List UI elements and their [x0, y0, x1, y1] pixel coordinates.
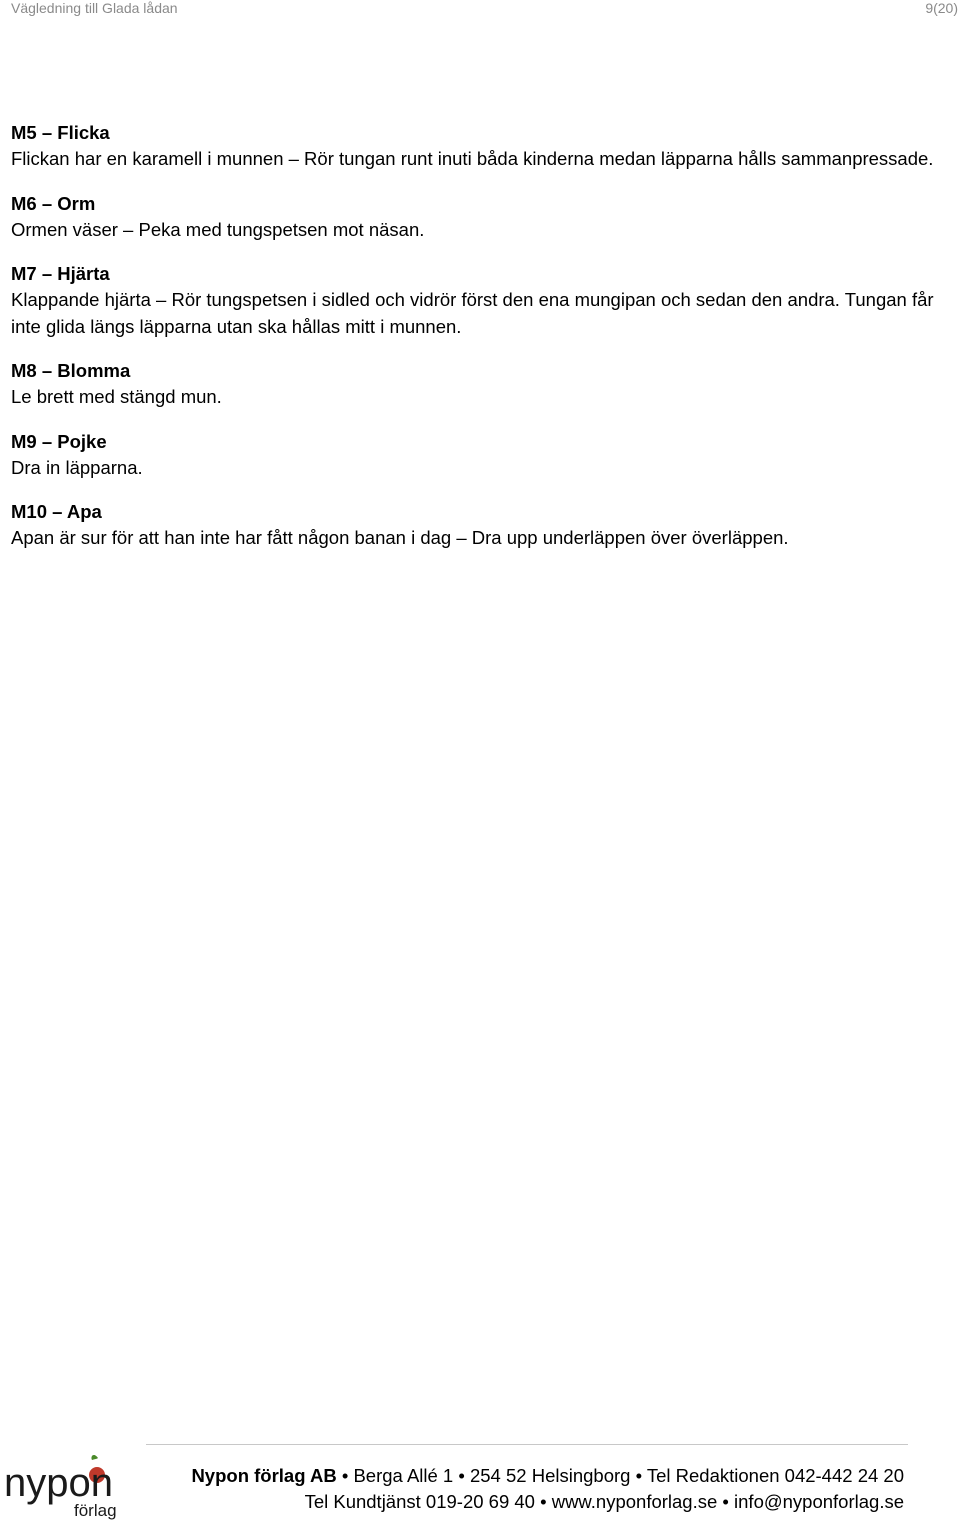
main-content — [11, 120, 941, 570]
section-body: Klappande hjärta – Rör tungspetsen i sidled och vidrör först den ena mungipan och sedan den andra. Tungan får inte glida längs läpparna utan ska hållas mitt i munnen. — [11, 289, 934, 337]
section-m8 — [11, 358, 941, 411]
footer-divider — [146, 1444, 908, 1445]
section-body: Ormen väser – Peka med tungspetsen mot näsan. — [11, 218, 425, 240]
section-m9 — [11, 429, 941, 482]
section-m7 — [11, 261, 941, 340]
footer-address: • Berga Allé 1 • 254 52 Helsingborg • Tel Redaktionen 042-442 24 20 — [336, 1465, 904, 1486]
svg-text:förlag: förlag — [74, 1501, 117, 1520]
section-title: M8 – Blomma — [11, 360, 131, 381]
page-number: 9(20) — [925, 0, 958, 16]
section-title: M10 – Apa — [11, 501, 102, 522]
section-body: Flickan har en karamell i munnen – Rör tungan runt inuti båda kinderna medan läpparna hålls sammanpressade. — [11, 148, 934, 169]
svg-text:nypon: nypon — [4, 1461, 113, 1505]
footer-company: Nypon förlag AB — [191, 1465, 337, 1486]
section-m10 — [11, 499, 941, 552]
section-m5 — [11, 120, 941, 173]
section-title: M6 – Orm — [11, 192, 96, 214]
footer-line-2: Tel Kundtjänst 019-20 69 40 • www.nyponforlag.se • info@nyponforlag.se — [304, 1491, 904, 1512]
section-body: Le brett med stängd mun. — [11, 386, 222, 407]
section-title: M5 – Flicka — [11, 122, 110, 143]
section-body: Apan är sur för att han inte har fått någon banan i dag – Dra upp underläppen över överläppen. — [11, 527, 789, 548]
section-m6 — [11, 191, 941, 244]
section-body: Dra in läpparna. — [11, 456, 143, 478]
section-title: M7 – Hjärta — [11, 263, 110, 284]
nypon-logo — [2, 1450, 132, 1520]
footer-line-1 — [191, 1464, 904, 1488]
document-title: Vägledning till Glada lådan — [11, 0, 178, 16]
section-title: M9 – Pojke — [11, 430, 107, 452]
